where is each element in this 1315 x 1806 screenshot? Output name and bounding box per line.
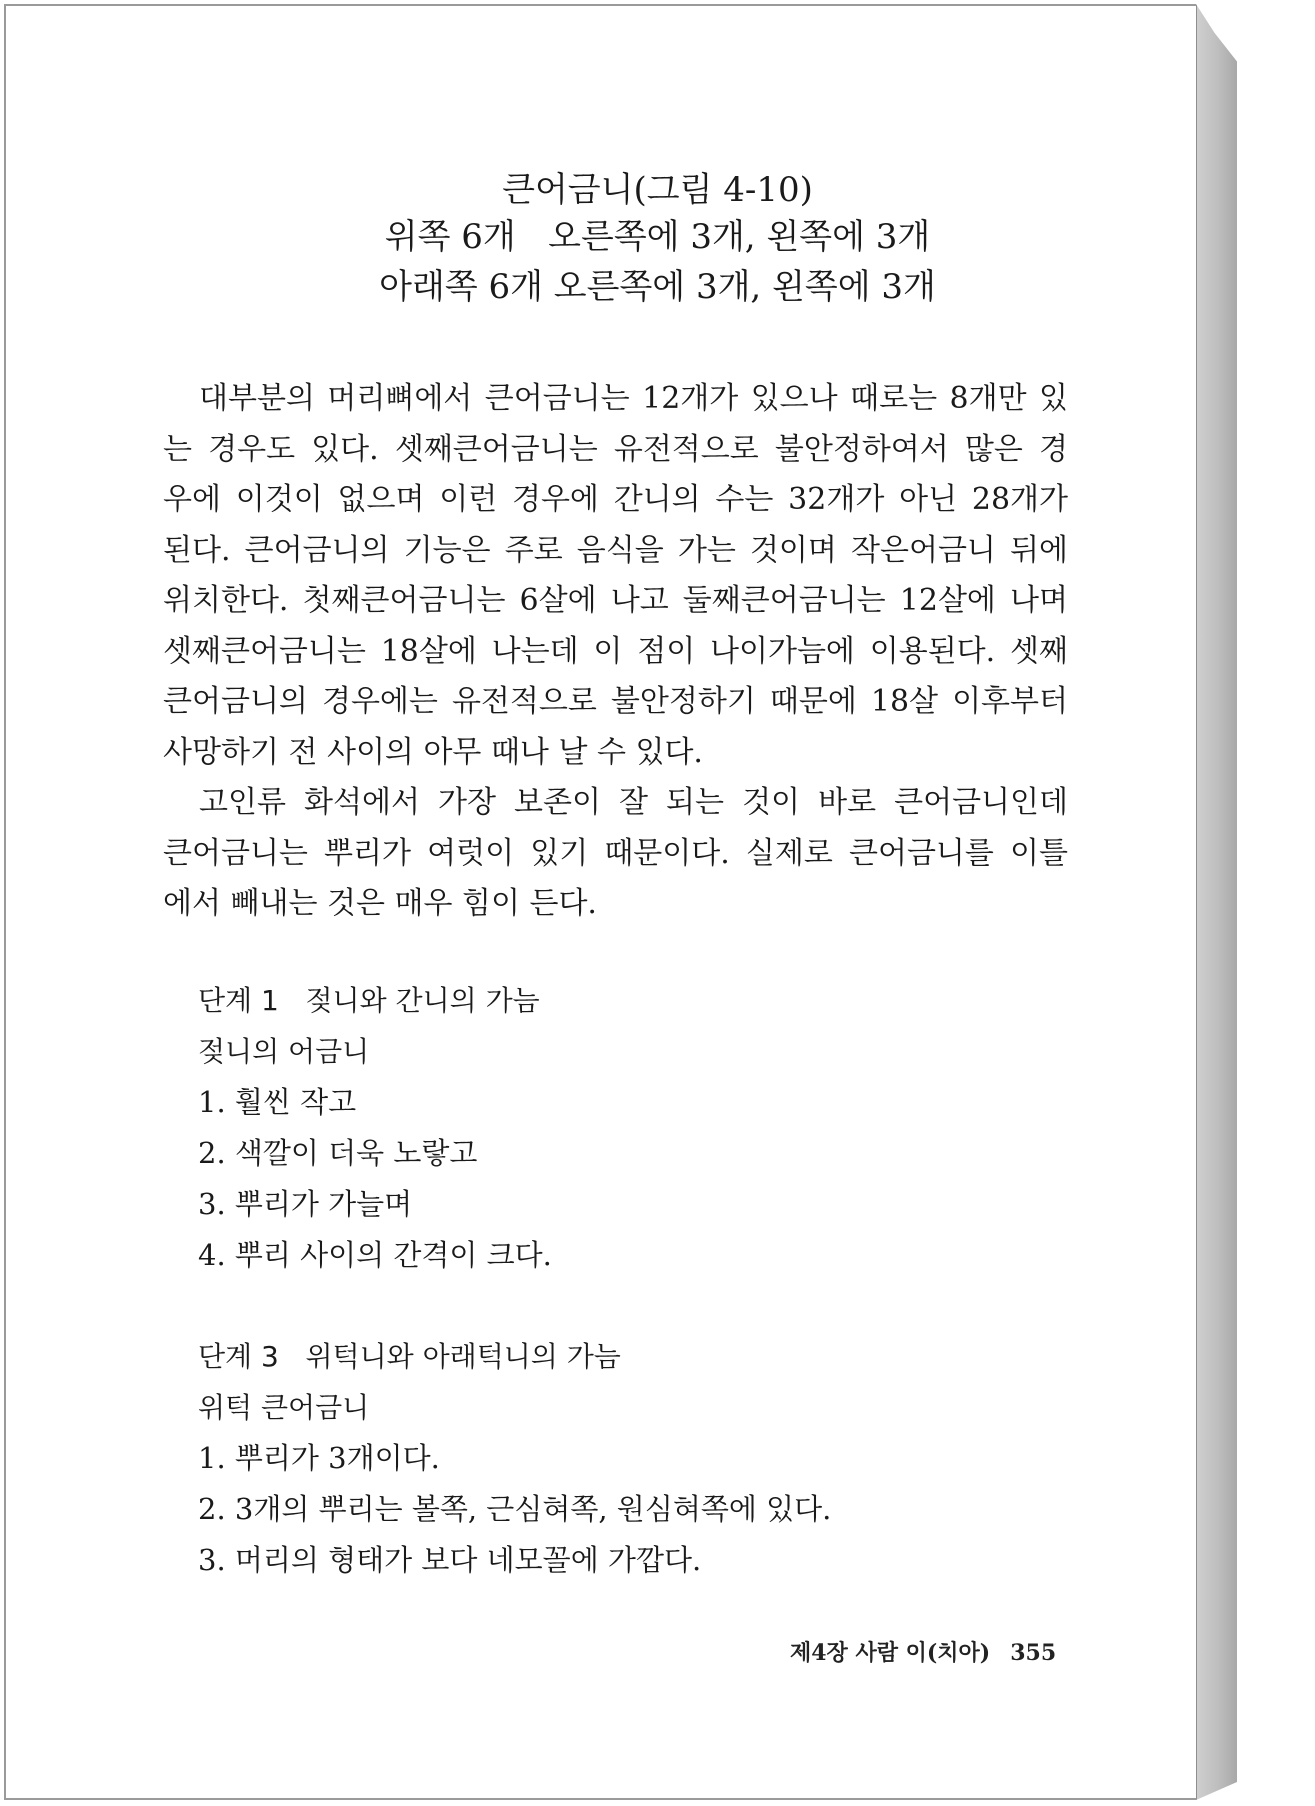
- paragraph-line: 에서 빼내는 것은 매우 힘이 든다.: [163, 886, 597, 921]
- paragraph-line: 셋째큰어금니는 18살에 나는데 이 점이 나이가늠에 이용된다. 셋째: [163, 633, 1068, 669]
- page-footer: [790, 1636, 1056, 1667]
- chapter-title: 제4장 사람 이(치아): [790, 1640, 991, 1666]
- step-heading: 단계 1 젖니와 간니의 가늠: [198, 984, 540, 1017]
- list-item: 2. 3개의 뿌리는 볼쪽, 근심혀쪽, 원심혀쪽에 있다.: [198, 1492, 832, 1526]
- upper-teeth-count: 위쪽 6개 오른쪽에 3개, 왼쪽에 3개: [384, 217, 931, 257]
- list-item: 2. 색깔이 더욱 노랗고: [198, 1136, 478, 1170]
- list-item: 3. 뿌리가 가늘며: [198, 1187, 413, 1221]
- list-item: 3. 머리의 형태가 보다 네모꼴에 가깝다.: [198, 1543, 702, 1577]
- section-title: 큰어금니(그림 4-10): [502, 170, 813, 210]
- list-item: 4. 뿌리 사이의 간격이 크다.: [198, 1238, 552, 1272]
- section-header: [0, 168, 1315, 312]
- paragraph-line: 위치한다. 첫째큰어금니는 6살에 나고 둘째큰어금니는 12살에 나며: [163, 583, 1068, 618]
- paragraph-line: 큰어금니는 뿌리가 여럿이 있기 때문이다. 실제로 큰어금니를 이틀: [163, 835, 1068, 871]
- paragraph-line: 사망하기 전 사이의 아무 때나 날 수 있다.: [163, 734, 703, 770]
- list-item: 1. 훨씬 작고: [198, 1085, 357, 1119]
- list-item: 1. 뿌리가 3개이다.: [198, 1441, 440, 1475]
- step-3-block: [198, 1331, 831, 1586]
- step-heading: 단계 3 위턱니와 아래턱니의 가늠: [198, 1340, 621, 1373]
- paragraph-line: 된다. 큰어금니의 기능은 주로 음식을 가는 것이며 작은어금니 뒤에: [163, 532, 1068, 568]
- step-1-block: [198, 975, 552, 1281]
- body-text: [163, 374, 1068, 930]
- page-number: 355: [1010, 1640, 1057, 1666]
- paragraph-line: 는 경우도 있다. 셋째큰어금니는 유전적으로 불안정하여서 많은 경: [163, 431, 1068, 467]
- paragraph-line: 우에 이것이 없으며 이런 경우에 간니의 수는 32개가 아닌 28개가: [163, 482, 1068, 517]
- paragraph-line: 대부분의 머리뼈에서 큰어금니는 12개가 있으나 때로는 8개만 있: [199, 381, 1068, 416]
- step-subheading: 위턱 큰어금니: [198, 1391, 370, 1424]
- paragraph-line: 큰어금니의 경우에는 유전적으로 불안정하기 때문에 18살 이후부터: [163, 684, 1068, 719]
- step-subheading: 젖니의 어금니: [198, 1035, 370, 1068]
- paragraph-line: 고인류 화석에서 가장 보존이 잘 되는 것이 바로 큰어금니인데: [199, 785, 1068, 820]
- lower-teeth-count: 아래쪽 6개 오른쪽에 3개, 왼쪽에 3개: [379, 267, 936, 307]
